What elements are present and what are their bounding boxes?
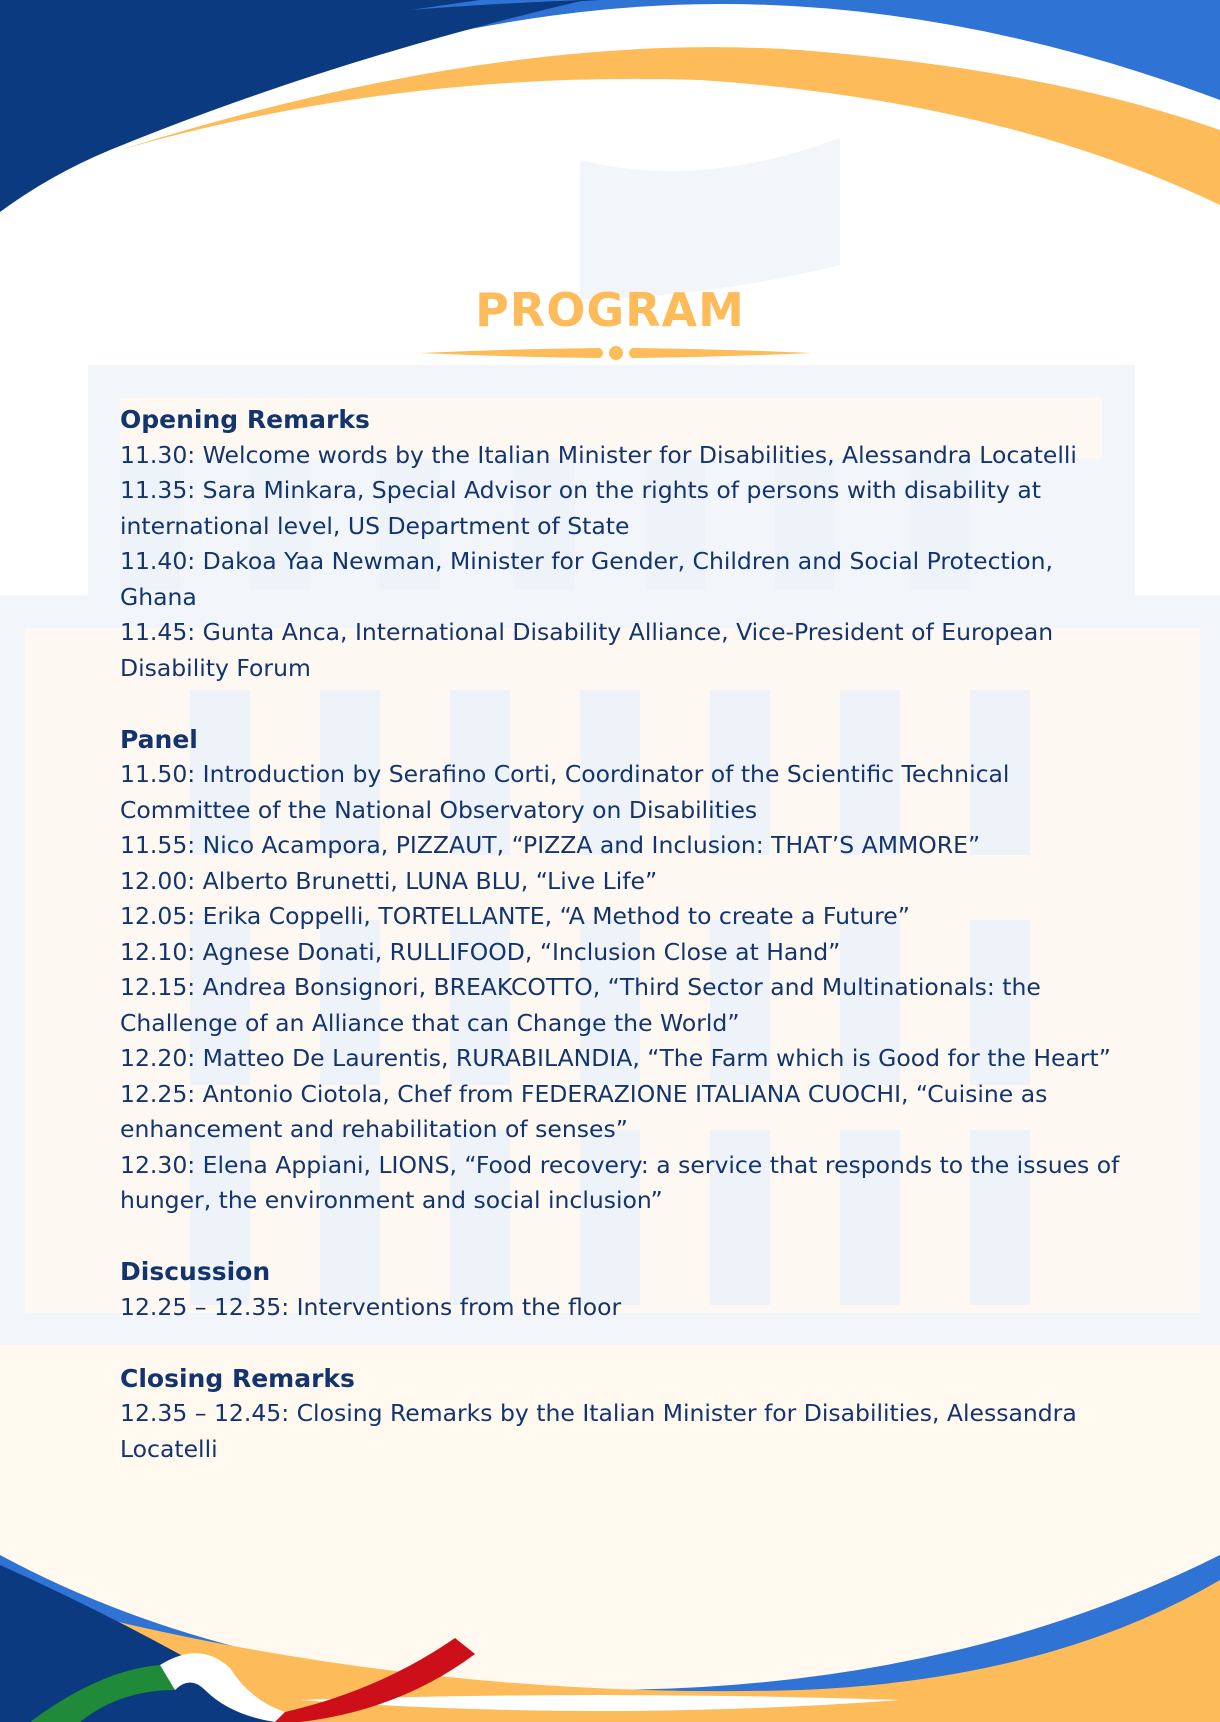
agenda-item: 12.20: Matteo De Laurentis, RURABILANDIA, “The Farm which is Good for the Heart” bbox=[120, 1044, 1111, 1072]
agenda-item: 12.25: Antonio Ciotola, Chef from FEDERAZIONE ITALIANA CUOCHI, “Cuisine as enhancement and rehabilitation of senses” bbox=[120, 1079, 1048, 1143]
agenda-item: 11.35: Sara Minkara, Special Advisor on the rights of persons with disability at international level, US Department of State bbox=[120, 476, 1041, 540]
section-closing-remarks bbox=[120, 1361, 1120, 1468]
agenda-item: 11.50: Introduction by Serafino Corti, Coordinator of the Scientific Technical Committee of the National Observatory on Disabilities bbox=[120, 760, 1010, 824]
page-title: PROGRAM bbox=[475, 283, 745, 337]
section-opening-remarks bbox=[120, 402, 1120, 686]
section-heading: Panel bbox=[120, 724, 198, 754]
agenda-item: 11.45: Gunta Anca, International Disability Alliance, Vice-President of European Disability Forum bbox=[120, 618, 1054, 682]
agenda-item: 12.30: Elena Appiani, LIONS, “Food recovery: a service that responds to the issues of hunger, the environment and social inclusion” bbox=[120, 1150, 1120, 1214]
agenda-item: 12.25 – 12.35: Interventions from the floor bbox=[120, 1292, 622, 1321]
agenda-item: 12.00: Alberto Brunetti, LUNA BLU, “Live Life” bbox=[120, 866, 658, 895]
agenda-item: 12.15: Andrea Bonsignori, BREAKCOTTO, “Third Sector and Multinationals: the Challenge of an Alliance that can Change the World” bbox=[120, 973, 1041, 1037]
section-heading: Closing Remarks bbox=[120, 1363, 355, 1393]
agenda-item: 12.05: Erika Coppelli, TORTELLANTE, “A Method to create a Future” bbox=[120, 902, 910, 930]
agenda-item: 12.10: Agnese Donati, RULLIFOOD, “Inclusion Close at Hand” bbox=[120, 937, 841, 966]
agenda-item: 12.35 – 12.45: Closing Remarks by the Italian Minister for Disabilities, Alessandra Locatelli bbox=[120, 1399, 1077, 1463]
agenda-item: 11.40: Dakoa Yaa Newman, Minister for Gender, Children and Social Protection, Ghana bbox=[120, 547, 1053, 611]
agenda-item: 11.30: Welcome words by the Italian Minister for Disabilities, Alessandra Locatelli bbox=[120, 440, 1077, 469]
section-heading: Discussion bbox=[120, 1257, 271, 1286]
section-panel bbox=[120, 722, 1120, 1219]
section-discussion bbox=[120, 1254, 1120, 1325]
program-content bbox=[120, 402, 1120, 1503]
agenda-item: 11.55: Nico Acampora, PIZZAUT, “PIZZA and Inclusion: THAT’S AMMORE” bbox=[120, 831, 981, 859]
section-heading: Opening Remarks bbox=[120, 405, 370, 434]
title-divider bbox=[420, 345, 812, 361]
